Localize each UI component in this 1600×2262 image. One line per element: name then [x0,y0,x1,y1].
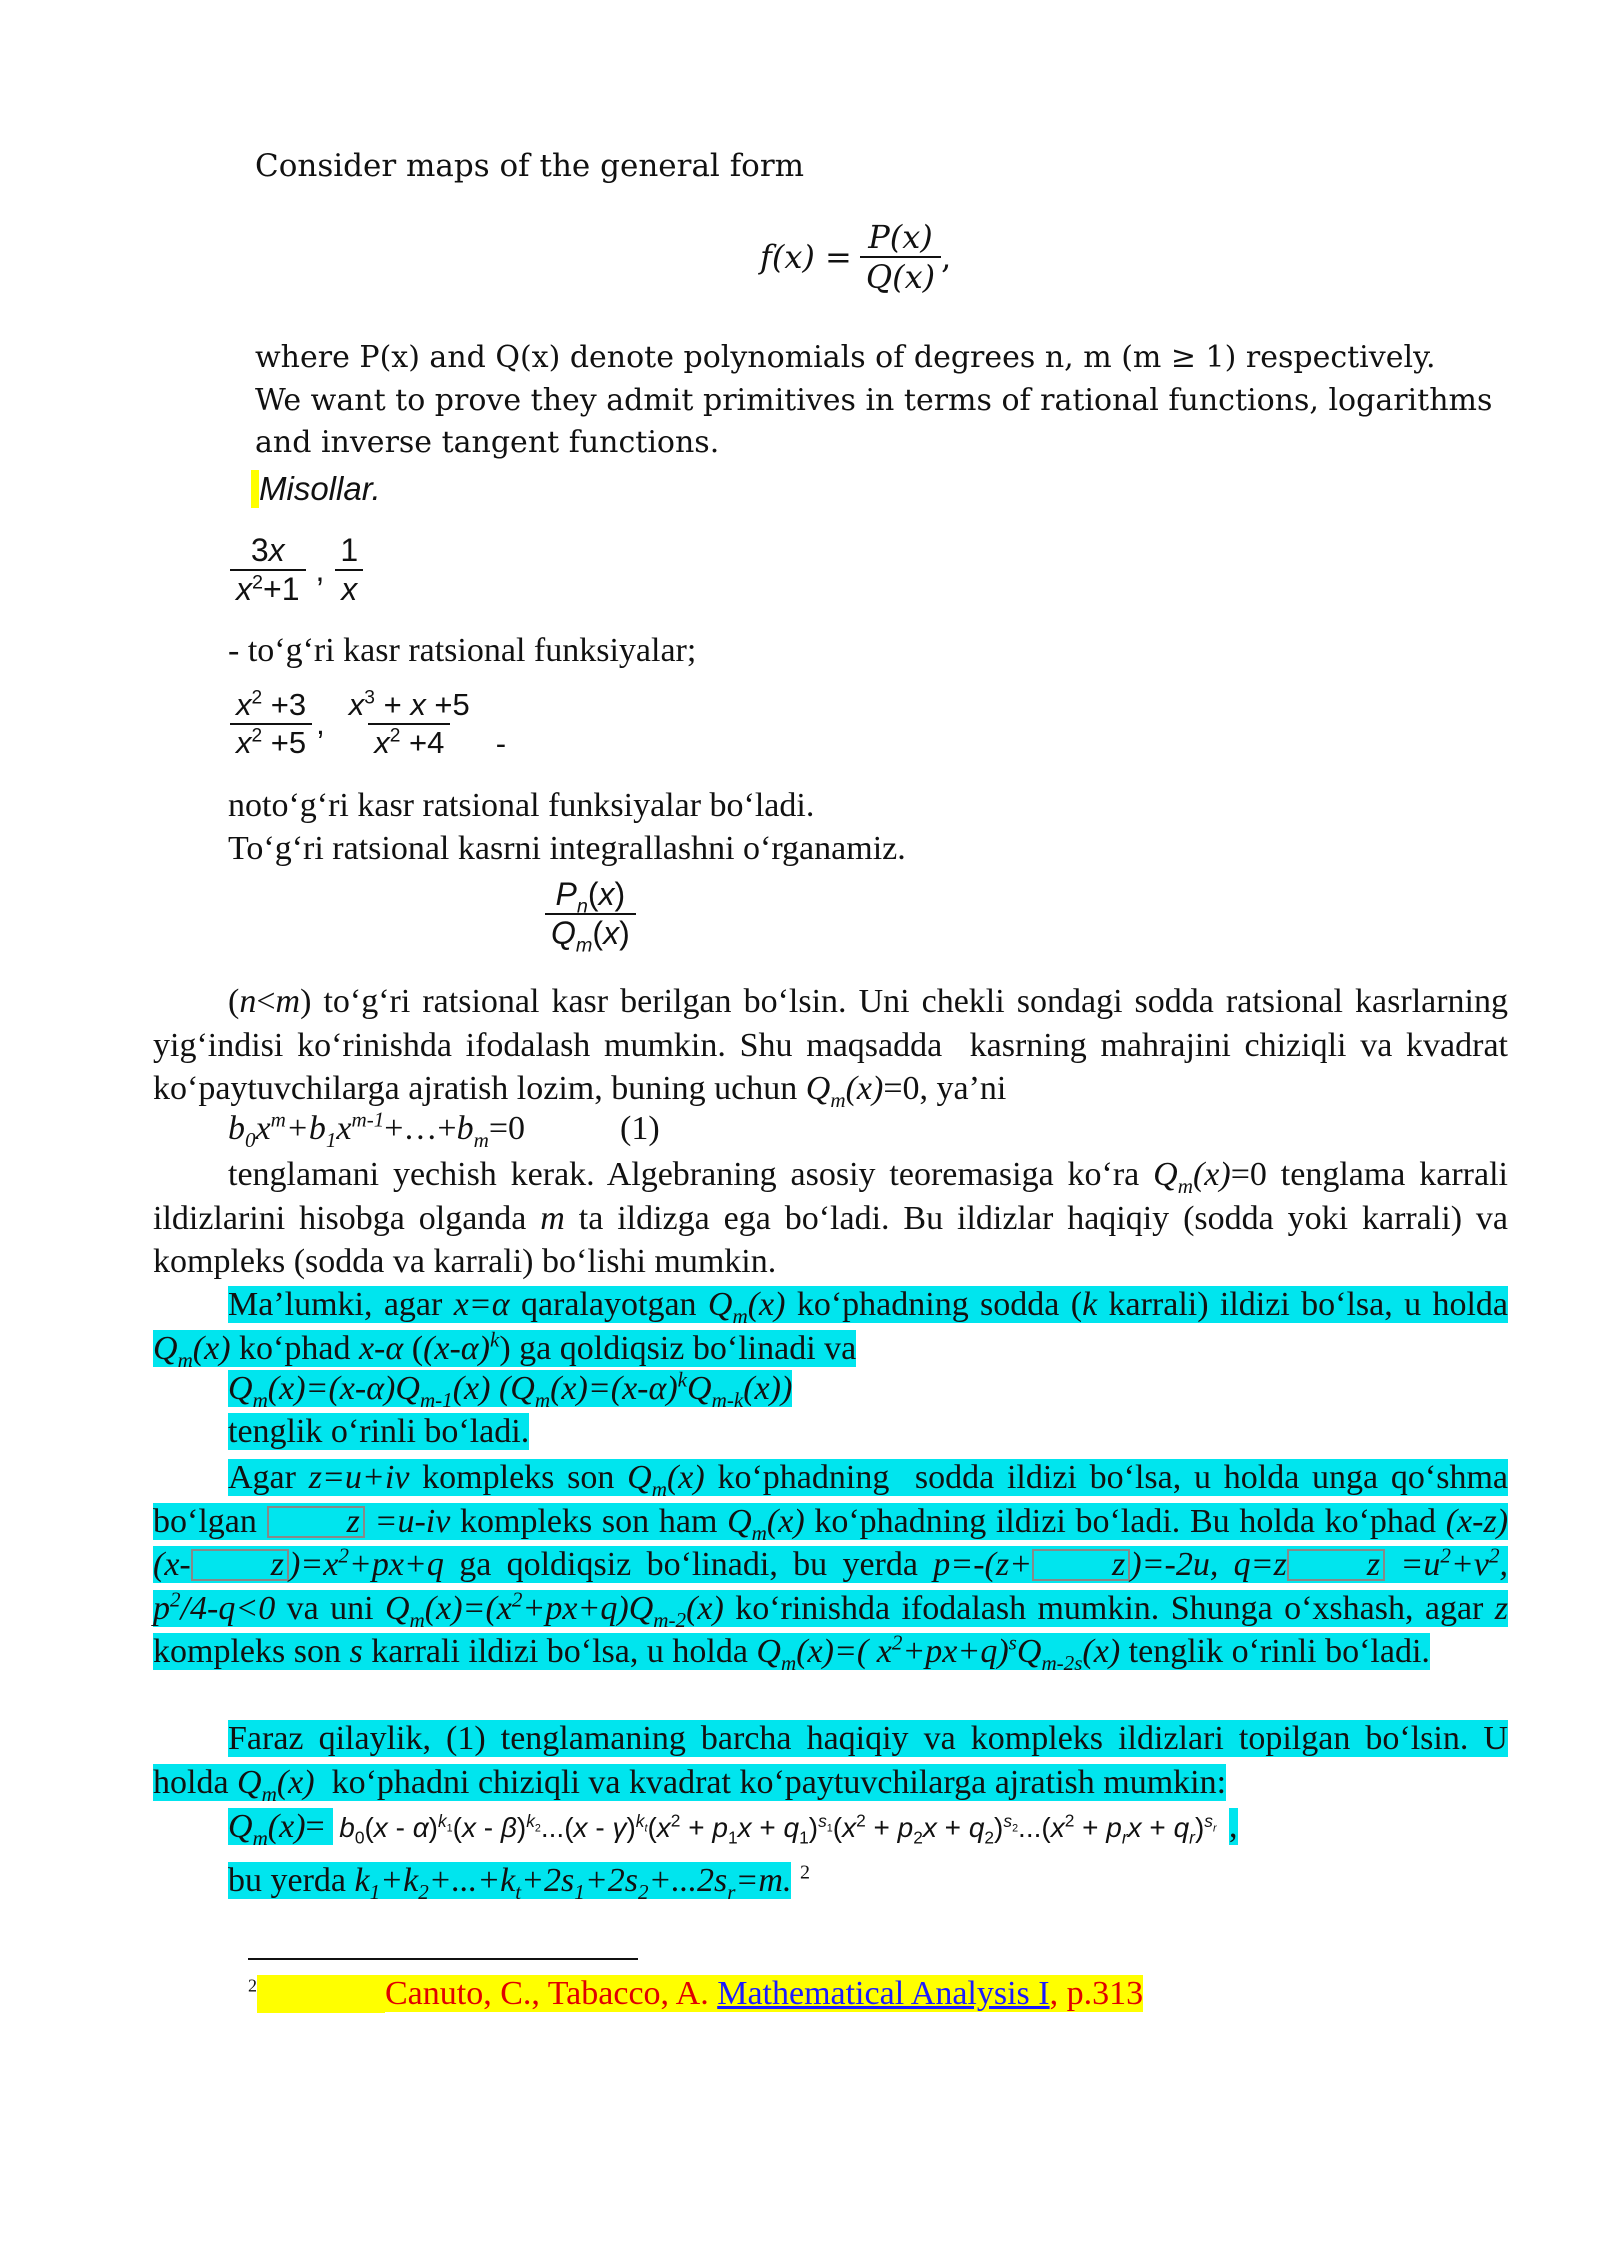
footnote-link[interactable]: Mathematical Analysis I [717,1975,1050,2012]
intro-para-3: and inverse tangent functions. [255,425,720,460]
fraction-1-over-x: $\frac{1}{x}$ [334,532,364,608]
improper-label: noto‘g‘ri kasr ratsional funksiyalar bo‘ladi. [228,787,815,824]
factorization-formula: $Q_m(x)= b_0(x - \alpha)^{k_1}(x - \beta)^{k_2}...(x - \gamma)^{k_t}(x^2 + p_1x + q_1)^{s_1}(x^2 + p_2x + q_2)^{s_2}...(x^2 + p_rx + q_r)^{s_r}$ , [228,1808,1238,1850]
fraction-3x: $\frac{3x}{x^2+1}$ [230,532,306,608]
equation-real-factor: $Q_m(x)=(x-\alpha)Q_{m-1}(x)$ $(Q_m(x)=(x-\alpha)^kQ_{m-k}(x))$ [228,1367,793,1412]
misollar-text: Misollar. [259,470,381,507]
equation-1: $b_0x^m+b_1x^{m-1}+\dots+b_m=0$ (1) [228,1107,660,1152]
footnote-page: , p.313 [1049,1975,1144,2012]
misollar-heading [251,470,381,508]
formula-tail: , [941,238,952,276]
footnote-marker: 2 [248,1975,257,1996]
formula-num: P(x) [868,218,933,256]
study-line: To‘g‘ri ratsional kasrni integrallashni o‘rganamiz. [228,830,906,867]
intro-para-2: We want to prove they admit primitives in terms of rational functions, logarithms [255,383,1493,418]
formula-fraction [860,218,941,296]
para-real-root: Ma’lumki, agar x=α qaralayotgan $Q_m(x)$ ko‘phadning sodda (k karrali) ildizi bo‘lsa, u holda $Q_m(x)$ ko‘phad x-α $((x-\alpha)^k)$ ga qoldiqsiz bo‘linadi va [153,1286,1509,1372]
sum-condition: bu yerda $k_1+k_2+...+k_t+2s_1+2s_2+...2s_r=m$. $^2$ [228,1861,810,1904]
para-algebra: tenglamani yechish kerak. Algebraning asosiy teoremasiga ko‘ra $Q_m(x)=0$ tenglama karrali ildizlarini hisobga olganda m ta ildizga ega bo‘ladi. Bu ildizlar haqiqiy (sodda yoki karrali) va kompleks (sodda va karrali) bo‘lishi mumkin. [153,1156,1509,1280]
improper-fractions: $\frac{x^2 +3}{x^2 +5}$ , $\frac{x^3 + x +5}{x^2 +4}$ - [230,686,506,762]
proper-label: - to‘g‘ri kasr ratsional funksiyalar; [228,632,697,669]
fraction-x3: $\frac{x^3 + x +5}{x^2 +4}$ [348,687,470,760]
proper-fractions: $\frac{3x}{x^2+1}$ , $\frac{1}{x}$ [230,532,364,608]
footnote-authors: Canuto, C., Tabacco, A. [385,1975,718,2012]
formula-den: Q(x) [860,256,941,296]
footnote-separator [248,1958,638,1960]
dash: - [495,726,507,761]
fraction-x2p3: $\frac{x^2 +3}{x^2 +5}$ [230,687,312,761]
footnote [248,1975,1143,2013]
intro-para-1: where P(x) and Q(x) denote polynomials of degrees n, m (m ≥ 1) respectively. [255,340,1436,375]
para-complex-root: Agar z=u+iv kompleks son $Q_m(x)$ ko‘phadning sodda ildizi bo‘lsa, u holda unga qo‘shma bo‘lgan z =u-iv kompleks son ham $Q_m(x)$ ko‘phadning ildizi bo‘ladi. Bu holda ko‘phad (x-z)(x- z )$=x^2+px+q$ ga qoldiqsiz bo‘linadi, bu yerda p=-(z+ z )=-2u, q=z $z =u^2+v^2$, $p^2/4-q<0$ va uni $Q_m(x)=(x^2+px+q)Q_{m-2}(x)$ ko‘rinishda ifodalash mumkin. Shunga o‘xshash, agar z kompleks son s karrali ildizi bo‘lsa, u holda $Q_m(x)=$( $x^2+px+q)^sQ_{m-2s}(x)$ tenglik o‘rinli bo‘ladi. [153,1459,1509,1675]
intro-line: Consider maps of the general form [255,148,805,184]
tenglik-line-1: tenglik o‘rinli bo‘ladi. [228,1413,530,1450]
pn-qm-fraction: $\frac{P_n(x)}{Q_m(x)}$ [545,876,636,952]
para-proper-fraction: (n<m) to‘g‘ri ratsional kasr berilgan bo‘lsin. Uni chekli sondagi sodda ratsional kasrlarning yig‘indisi ko‘rinishda ifodalash mumkin. Shu maqsadda kasrning mahrajini chiziqli va kvadrat ko‘paytuvchilarga ajratish lozim, buning uchun $Q_m(x)=0$, ya’ni [153,983,1508,1112]
intro-formula [760,218,951,296]
para-factorization: Faraz qilaylik, (1) tenglamaning barcha haqiqiy va kompleks ildizlari topilgan bo‘lsin. U holda $Q_m(x)$ ko‘phadni chiziqli va kvadrat ko‘paytuvchilarga ajratish mumkin: [153,1720,1508,1806]
formula-lhs: f(x) = [760,238,852,276]
